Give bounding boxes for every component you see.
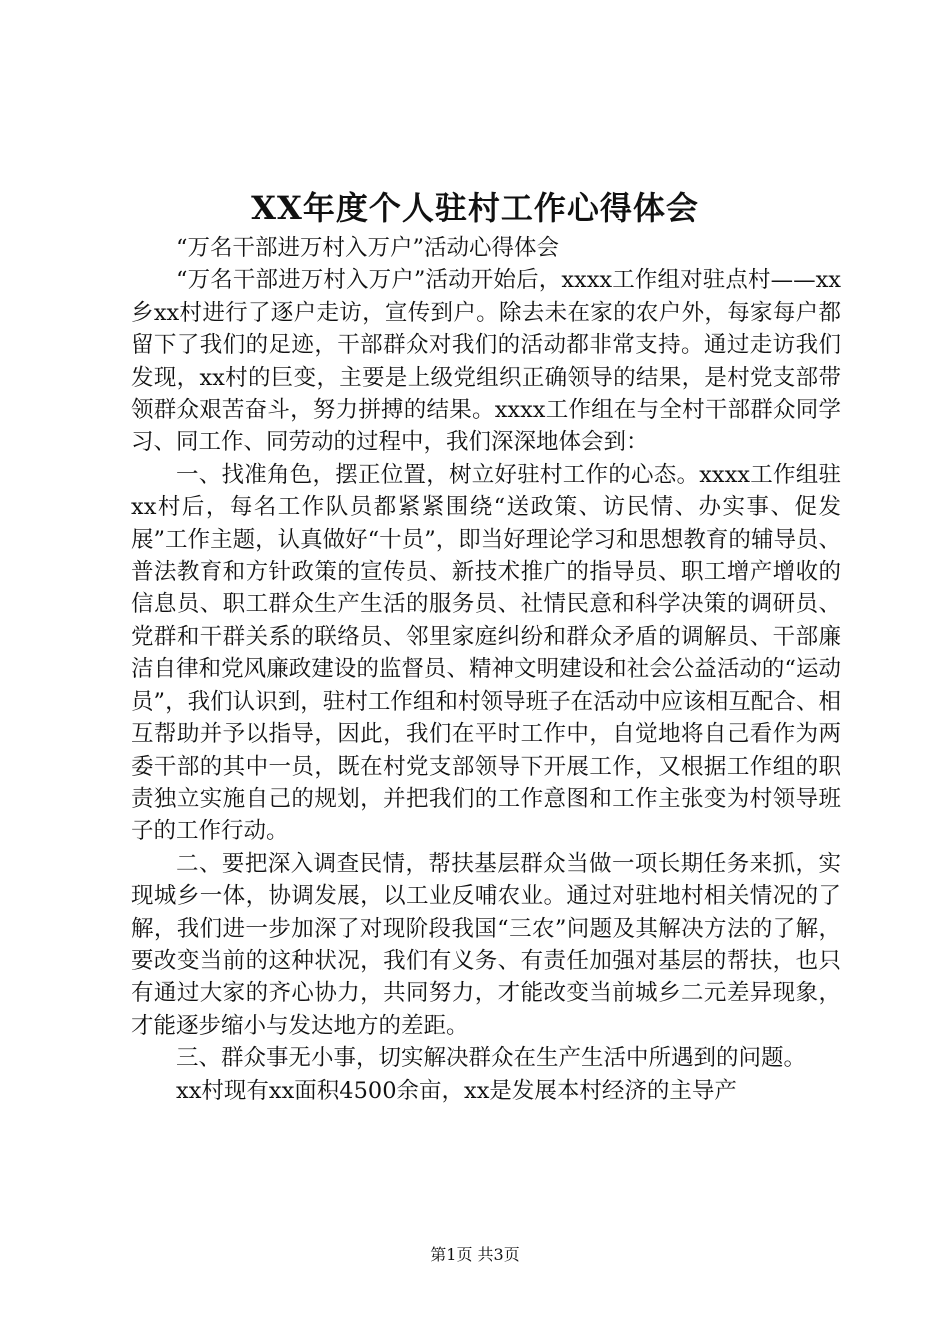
- document-title: XX年度个人驻村工作心得体会: [251, 189, 699, 227]
- section-one-paragraph: 一、找准角色，摆正位置，树立好驻村工作的心态。xxxx工作组驻xx村后，每名工作队员都紧紧围绕“送政策、访民情、办实事、促发展”工作主题，认真做好“十员”，即当好理论学习和思想教育的辅导员、普法教育和方针政策的宣传员、新技术推广的指导员、职工增产增收的信息员、职工群众生产生活的服务员、社情民意和科学决策的调研员、党群和干群关系的联络员、邻里家庭纠纷和群众矛盾的调解员、干部廉洁自律和党风廉政建设的监督员、精神文明建设和社会公益活动的“运动员”，我们认识到，驻村工作组和村领导班子在活动中应该相互配合、相互帮助并予以指导，因此，我们在平时工作中，自觉地将自己看作为两委干部的其中一员，既在村党支部领导下开展工作，又根据工作组的职责独立实施自己的规划，并把我们的工作意图和工作主张变为村领导班子的工作行动。: [131, 461, 841, 845]
- subtitle-paragraph: “万名干部进万村入万户”活动心得体会: [176, 235, 560, 261]
- section-three-paragraph: 三、群众事无小事，切实解决群众在生产生活中所遇到的问题。: [176, 1045, 807, 1072]
- document-body: [131, 232, 841, 1107]
- village-paragraph: xx村现有xx面积4500余亩，xx是发展本村经济的主导产: [176, 1077, 737, 1104]
- page-footer: 第1页 共3页: [430, 1245, 520, 1264]
- section-two-paragraph: 二、要把深入调查民情，帮扶基层群众当做一项长期任务来抓，实现城乡一体，协调发展，以工业反哺农业。通过对驻地村相关情况的了解，我们进一步加深了对现阶段我国“三农”问题及其解决方法的了解，要改变当前的这种状况，我们有义务、有责任加强对基层的帮扶，也只有通过大家的齐心协力，共同努力，才能改变当前城乡二元差异现象，才能逐步缩小与发达地方的差距。: [131, 850, 841, 1039]
- intro-paragraph: “万名干部进万村入万户”活动开始后，xxxx工作组对驻点村——xx乡xx村进行了逐户走访，宣传到户。除去未在家的农户外，每家每户都留下了我们的足迹，干部群众对我们的活动都非常支持。通过走访我们发现，xx村的巨变，主要是上级党组织正确领导的结果，是村党支部带领群众艰苦奋斗，努力拼搏的结果。xxxx工作组在与全村干部群众同学习、同工作、同劳动的过程中，我们深深地体会到：: [131, 267, 841, 456]
